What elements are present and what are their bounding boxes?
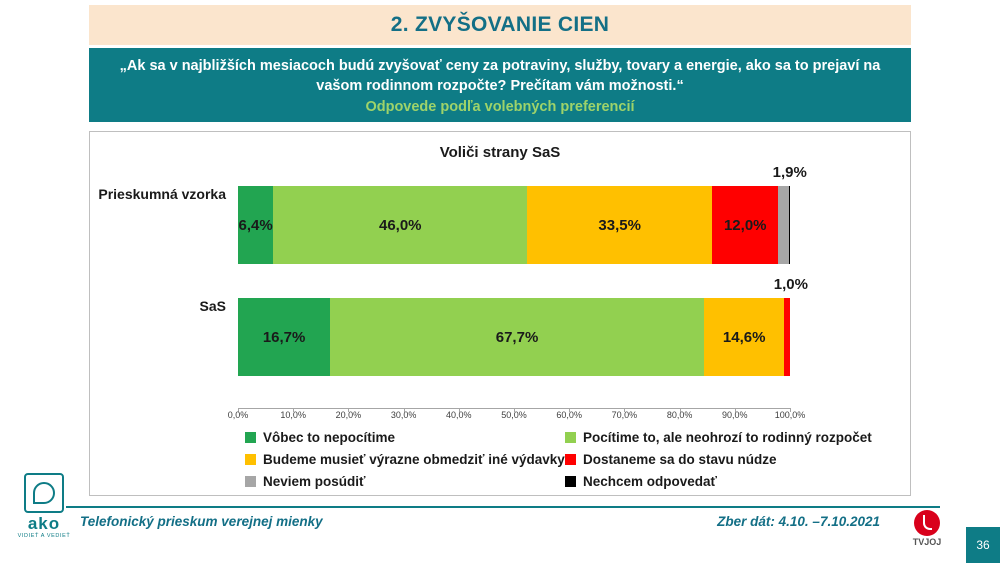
chart-title: Voliči strany SaS	[439, 144, 561, 161]
legend-label-0: Vôbec to nepocítime	[263, 430, 396, 445]
bar-segment-0-1: 46,0%	[273, 186, 527, 264]
legend-swatch-icon	[565, 476, 576, 487]
table-row	[98, 164, 807, 264]
x-tick-label-2: 20,0%	[335, 410, 362, 420]
legend-label-2: Budeme musieť výrazne obmedziť iné výdavky	[263, 452, 565, 467]
bar-segment-1-2: 14,6%	[704, 298, 785, 376]
legend-item-5	[565, 474, 885, 489]
x-tick-label-9: 90,0%	[722, 410, 748, 420]
joj-logo-word: TVJOJ	[912, 537, 942, 547]
bar-segment-0-5	[789, 186, 790, 264]
legend-item-0	[245, 430, 565, 445]
legend-label-3: Dostaneme sa do stavu núdze	[583, 452, 777, 467]
question-line-1: „Ak sa v najbližších mesiacoch budú zvyšovať ceny za potraviny, služby, tovary a energie, ako sa to prejaví na	[119, 58, 881, 74]
x-tick-label-3: 30,0%	[390, 410, 417, 420]
ako-logo-tagline: VIDIEŤ A VEDIEŤ	[17, 533, 71, 539]
bar-segment-1-0: 16,7%	[238, 298, 330, 376]
bar-segment-0-4: 1,9%	[778, 186, 788, 264]
chart-panel	[89, 131, 911, 496]
category-label-0: Prieskumná vzorka	[98, 186, 226, 202]
x-tick-label-5: 50,0%	[501, 410, 527, 420]
legend-swatch-icon	[245, 476, 256, 487]
question-subtitle: Odpovede podľa volebných preferencií	[365, 99, 635, 115]
x-tick-label-8: 80,0%	[666, 410, 693, 420]
category-label-1: SaS	[199, 298, 226, 314]
legend-label-4: Neviem posúdiť	[263, 474, 366, 489]
legend-swatch-icon	[245, 432, 256, 443]
tvjoj-logo	[894, 510, 960, 554]
ako-logo	[10, 473, 78, 551]
footer-right-text: Zber dát: 4.10. –7.10.2021	[717, 514, 880, 529]
page-title: 2. ZVYŠOVANIE CIEN	[390, 13, 610, 36]
question-line-2: vašom rodinnom rozpočte? Prečítam vám možnosti.“	[316, 78, 684, 94]
ako-mark-icon	[24, 473, 64, 513]
x-tick-label-10: 100,0%	[774, 410, 806, 420]
x-tick-label-1: 10,0%	[280, 410, 306, 420]
legend-item-2	[245, 452, 565, 467]
legend-label-5: Nechcem odpovedať	[583, 474, 718, 489]
legend-swatch-icon	[245, 454, 256, 465]
plot-area	[98, 164, 808, 408]
x-tick-label-4: 40,0%	[446, 410, 472, 420]
bar-segment-1-1: 67,7%	[330, 298, 704, 376]
legend-item-4	[245, 474, 565, 489]
x-tick-label-7: 70,0%	[611, 410, 638, 420]
footer-divider	[66, 506, 940, 508]
page-number-badge: 36	[966, 527, 1000, 563]
bar-segment-0-0: 6,4%	[238, 186, 273, 264]
legend-label-1: Pocítime to, ale neohrozí to rodinný rozpočet	[583, 430, 872, 445]
bar-segment-0-3: 12,0%	[712, 186, 778, 264]
legend-swatch-icon	[565, 454, 576, 465]
bar-segment-0-2: 33,5%	[527, 186, 712, 264]
ako-logo-word: ako	[27, 514, 61, 533]
question-box	[89, 48, 911, 122]
legend-item-3	[565, 452, 885, 467]
legend-item-1	[565, 430, 885, 445]
x-tick-label-6: 60,0%	[556, 410, 582, 420]
joj-mark-icon	[914, 510, 940, 536]
footer-left-text: Telefonický prieskum verejnej mienky	[80, 514, 323, 529]
bar-segment-1-3: 1,0%	[784, 298, 790, 376]
chart-legend	[245, 430, 885, 496]
slide-title-banner	[89, 5, 911, 45]
x-tick-label-0: 0,0%	[227, 410, 249, 420]
legend-swatch-icon	[565, 432, 576, 443]
table-row	[199, 276, 808, 376]
